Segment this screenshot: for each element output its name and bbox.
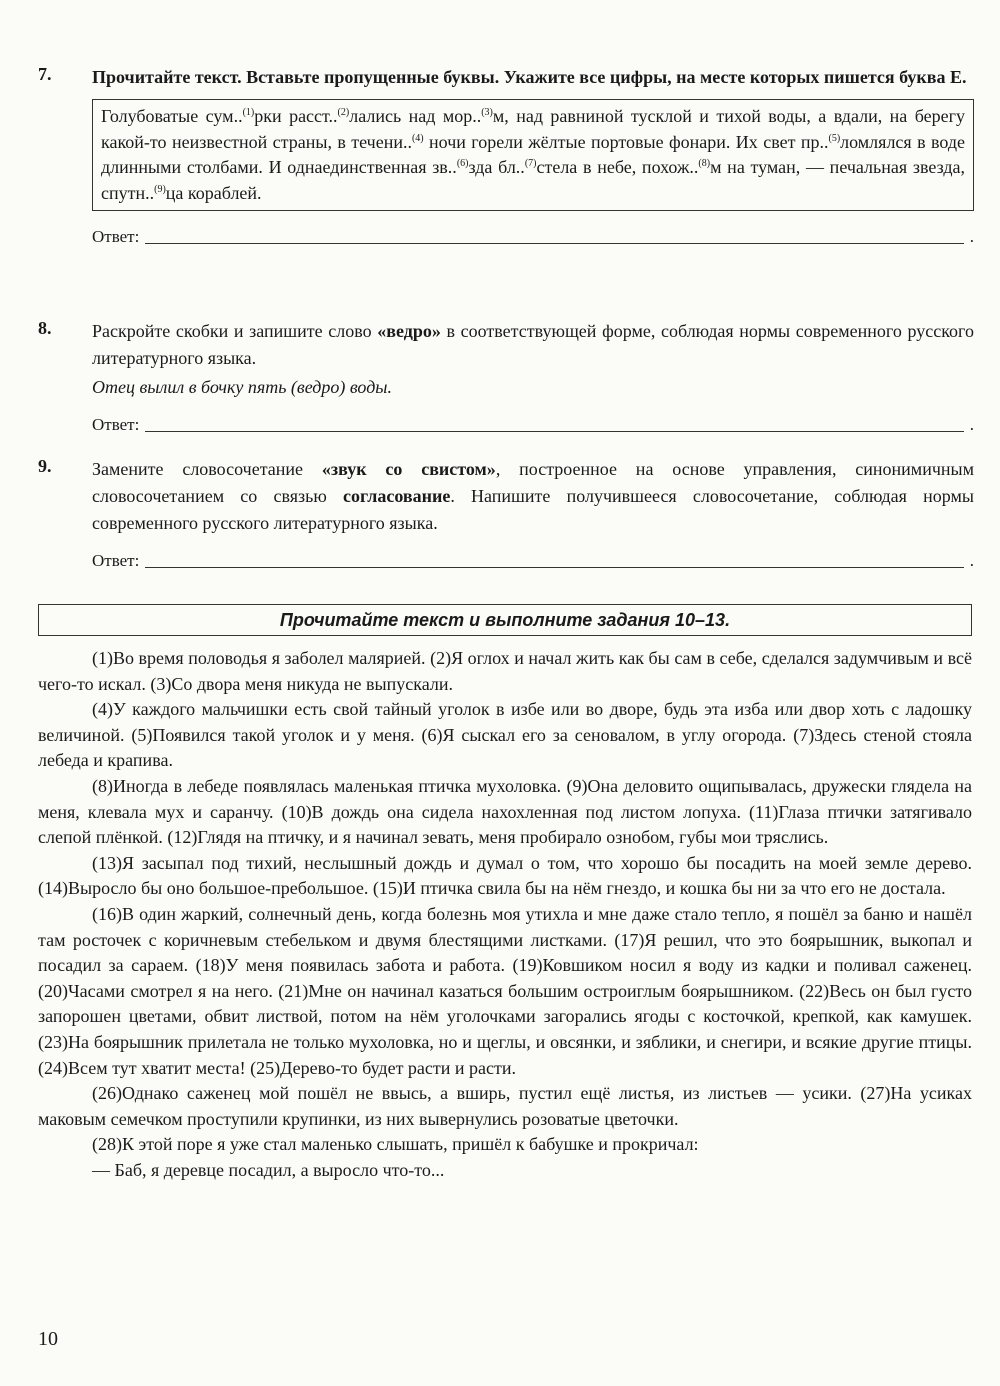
task-7 [38, 64, 974, 247]
answer-field[interactable] [145, 549, 963, 568]
reading-paragraph: (13)Я засыпал под тихий, неслышный дождь и думал о том, что хорошо бы посадить на моей земле дерево. (14)Выросло бы оно большое-пребольшое. (15)И птичка свила бы на нём гнездо, и кошка бы ни за что его не достала. [38, 852, 972, 899]
gap-number: (2) [337, 107, 350, 118]
passage-text: рки расст.. [254, 106, 338, 126]
reading-paragraph: (8)Иногда в лебеде появлялась маленькая птичка мухоловка. (9)Она деловито ощипывалась, дружески глядела на меня, клевала мух и саранчу. (10)В дождь она сидела нахохленная под листом лопуха. (11)Глаза птички затягивало слепой плёнкой. (12)Глядя на птичку, и я начинал зевать, меня пробирало ознобом, губы мои тряслись. [38, 775, 972, 848]
reading-paragraph: — Баб, я деревце посадил, а выросло что-то... [92, 1159, 445, 1180]
answer-label: Ответ: [92, 227, 140, 247]
task-instruction: Прочитайте текст. Вставьте пропущенные буквы. Укажите все цифры, на месте которых пишется буква Е. [92, 67, 967, 87]
text-passage-box [92, 99, 974, 211]
section-banner: Прочитайте текст и выполните задания 10–13. [38, 604, 972, 636]
passage-text: стела в небе, похож.. [536, 157, 699, 178]
passage-text: ломлялся в воде длинными столбами. И однаединственная зв.. [101, 131, 965, 178]
gap-number: (9) [154, 183, 166, 195]
task-number: 8. [38, 318, 52, 338]
gap-number: (6) [456, 158, 469, 170]
page-number: 10 [38, 1328, 58, 1350]
task-instruction: Замените словосочетание «звук со свистом», построенное на основе управления, синонимичным словосочетанием со связью согласование. Напишите получившееся словосочетание, соблюдая нормы современного русского литературного языка. [92, 459, 974, 533]
answer-label: Ответ: [92, 551, 140, 570]
gap-number: (5) [828, 132, 841, 144]
reading-paragraph: (4)У каждого мальчишки есть свой тайный уголок в избе или во дворе, будь эта изба или двор хоть с ладошку величиной. (5)Появился такой уголок и у меня. (6)Я сыскал его за сеновалом, в углу огорода. (7)Здесь стеной стояла лебеда и крапива. [38, 699, 972, 771]
passage-text: зда бл.. [468, 157, 525, 178]
gap-number: (1) [242, 107, 255, 118]
passage-text: м на туман, — печальная звезда, спутн.. [101, 157, 965, 203]
reading-paragraph: (1)Во время половодья я заболел малярией. (2)Я оглох и начал жить как бы сам в себе, сделался задумчивым и всё чего-то искал. (3)Со двора меня никуда не выпускали. [38, 648, 972, 694]
task-number: 7. [38, 64, 52, 84]
answer-row: Ответ: . [92, 415, 974, 434]
reading-paragraph: (28)К этой поре я уже стал маленько слышать, пришёл к бабушке и прокричал: [92, 1134, 699, 1155]
passage-text: лались над мор.. [349, 106, 482, 126]
answer-row: Ответ: . [92, 227, 974, 247]
passage-text: ночи горели жёлтые портовые фонари. Их свет пр.. [423, 131, 829, 152]
task-8 [38, 318, 974, 435]
task-9 [38, 456, 974, 571]
passage-text: м, над равниной тусклой и тихой воды, а вдали, на берегу какой-то неизвестной страны, в течени.. [101, 106, 965, 152]
passage-text: ца кораблей. [165, 182, 262, 203]
answer-label: Ответ: [92, 415, 140, 434]
reading-paragraph: (26)Однако саженец мой пошёл не ввысь, а вширь, пустил ещё листья, из листьев — усики. (27)На усиках маковым семечком проступили крупинки, из них вывернулись розоватые цветочки. [38, 1083, 972, 1129]
task-instruction: Раскройте скобки и запишите слово «ведро» в соответствующей форме, соблюдая нормы современного русского литературного языка. [92, 321, 974, 368]
answer-field[interactable] [145, 413, 963, 432]
answer-field[interactable] [145, 225, 963, 244]
example-sentence: Отец вылил в бочку пять (ведро) воды. [92, 377, 392, 397]
reading-passage [38, 646, 972, 1183]
reading-paragraph: (16)В один жаркий, солнечный день, когда болезнь моя утихла и мне даже стало тепло, я пошёл за баню и нашёл там росточек с коричневым стебельком и двумя блестящими листками. (17)Я решил, что это боярышник, выкопал и посадил за сараем. (18)У меня появилась забота и работа. (19)Ковшиком носил я воду из кадки и поливал саженец. (20)Часами смотрел я на него. (21)Мне он начинал казаться большим остроиглым боярышником. (22)Весь он был густо запорошен цветами, обвит листвой, потом на нём уголочками загорались ягоды с косточкой, крепкой, как камушек. (23)На боярышник прилетала не только мухоловка, но и щеглы, и овсянки, и зяблики, и снегири, и всякие другие птицы. (24)Всем тут хватит места! (25)Дерево-то будет расти и расти. [38, 903, 972, 1078]
gap-number: (8) [698, 158, 711, 170]
gap-number: (3) [481, 107, 493, 118]
gap-number: (7) [524, 158, 537, 170]
passage-text: Голубоватые сум.. [101, 106, 243, 126]
answer-row: Ответ: . [92, 551, 974, 570]
gap-number: (4) [411, 132, 424, 144]
task-number: 9. [38, 456, 52, 476]
